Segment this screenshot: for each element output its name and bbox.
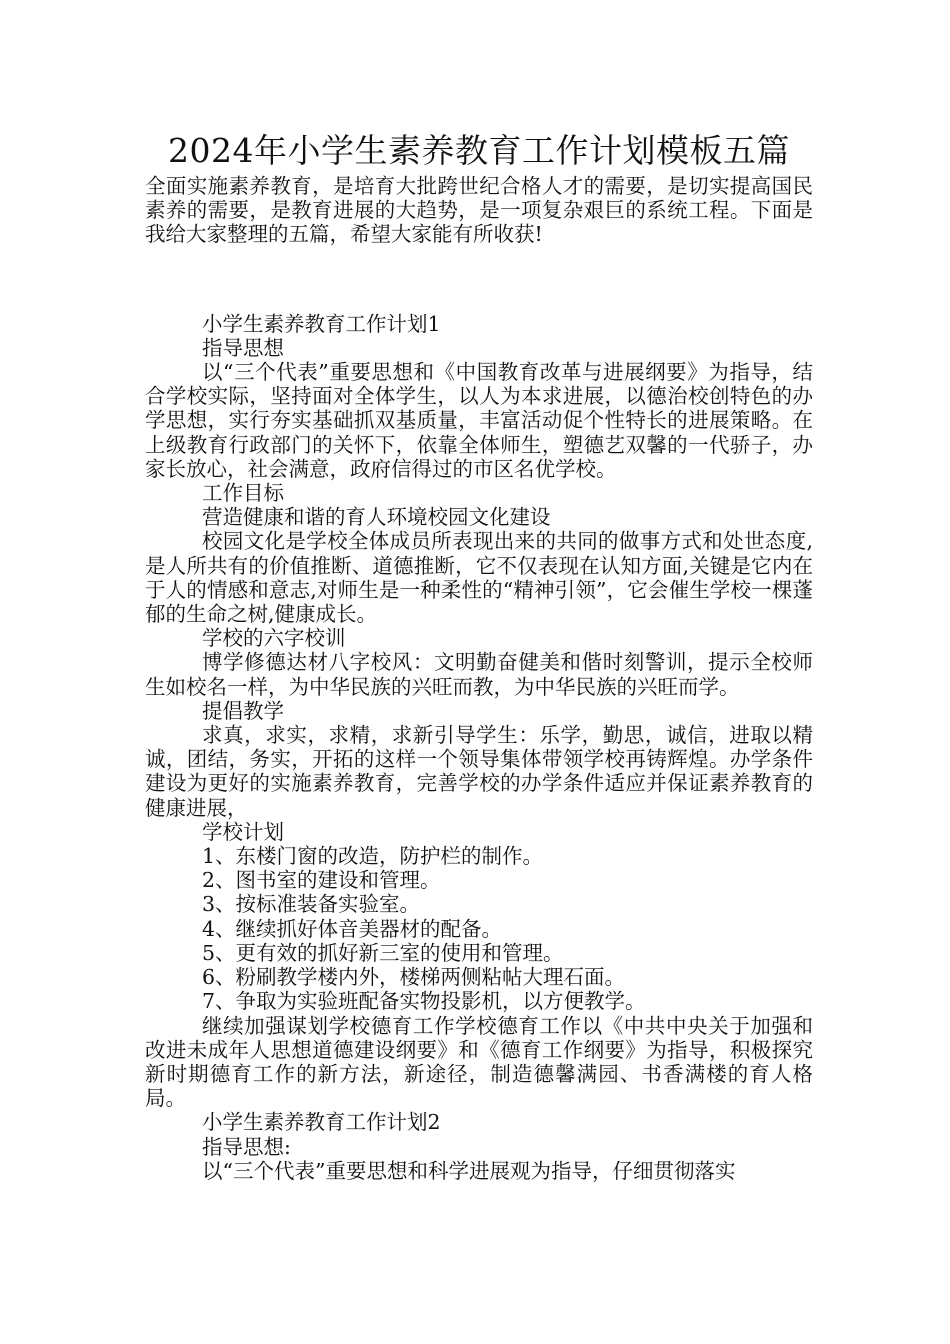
paragraph: 6、粉刷教学楼内外，楼梯两侧粘帖大理石面。	[202, 965, 626, 990]
paragraph: 4、继续抓好体音美器材的配备。	[202, 916, 503, 941]
paragraph: 提倡教学	[202, 698, 284, 723]
paragraph: 小学生素养教育工作计划2	[202, 1110, 441, 1135]
paragraph: 以“三个代表”重要思想和《中国教育改革与进展纲要》为指导，结合学校实际，坚持面对全体学生，以人为本求进展，以德治校创特色的办学思想，实行夯实基础抓双基质量，丰富活动促个性特长的进展策略。在上级教育行政部门的关怀下，依靠全体师生，塑德艺双馨的一代骄子，办家长放心，社会满意，政府信得过的市区名优学校。	[145, 360, 813, 481]
paragraph: 营造健康和谐的育人环境校园文化建设	[202, 505, 551, 530]
paragraph: 3、按标准装备实验室。	[202, 892, 421, 917]
paragraph: 学校计划	[202, 819, 284, 844]
paragraph: 指导思想	[202, 335, 284, 360]
paragraph: 校园文化是学校全体成员所表现出来的共同的做事方式和处世态度,是人所共有的价值推断、道德推断，它不仅表现在认知方面,关键是它内在于人的情感和意志,对师生是一种柔性的“精神引领”，它会催生学校一棵蓬郁的生命之树,健康成长。	[145, 529, 813, 627]
paragraph: 工作目标	[202, 481, 284, 506]
paragraph-spacer	[145, 267, 813, 291]
paragraph: 学校的六字校训	[202, 626, 346, 651]
paragraph: 2、图书室的建设和管理。	[202, 868, 441, 893]
paragraph: 1、东楼门窗的改造，防护栏的制作。	[202, 844, 544, 869]
document-body	[145, 174, 813, 1183]
paragraph: 指导思想:	[202, 1134, 291, 1159]
paragraph: 7、争取为实验班配备实物投影机，以方便教学。	[202, 989, 646, 1014]
paragraph: 全面实施素养教育，是培育大批跨世纪合格人才的需要，是切实提高国民素养的需要，是教育进展的大趋势，是一项复杂艰巨的系统工程。下面是我给大家整理的五篇，希望大家能有所收获!	[145, 174, 813, 247]
document-page	[145, 128, 813, 1183]
document-title: 2024年小学生素养教育工作计划模板五篇	[168, 131, 790, 170]
paragraph: 小学生素养教育工作计划1	[202, 311, 441, 336]
paragraph: 继续加强谋划学校德育工作学校德育工作以《中共中央关于加强和改进未成年人思想道德建设纲要》和《德育工作纲要》为指导，积极探究新时期德育工作的新方法，新途径，制造德馨满园、书香满楼的育人格局。	[145, 1013, 813, 1111]
paragraph: 5、更有效的抓好新三室的使用和管理。	[202, 940, 564, 965]
paragraph: 博学修德达材八字校风：文明勤奋健美和偕时刻警训，提示全校师生如校名一样，为中华民族的兴旺而教，为中华民族的兴旺而学。	[145, 650, 813, 699]
paragraph: 求真，求实，求精，求新引导学生：乐学，勤思，诚信，进取以精诚，团结，务实，开拓的这样一个领导集体带领学校再铸辉煌。办学条件建设为更好的实施素养教育，完善学校的办学条件适应并保证素养教育的健康进展，	[145, 723, 813, 820]
paragraph: 以“三个代表”重要思想和科学进展观为指导，仔细贯彻落实	[202, 1158, 736, 1183]
